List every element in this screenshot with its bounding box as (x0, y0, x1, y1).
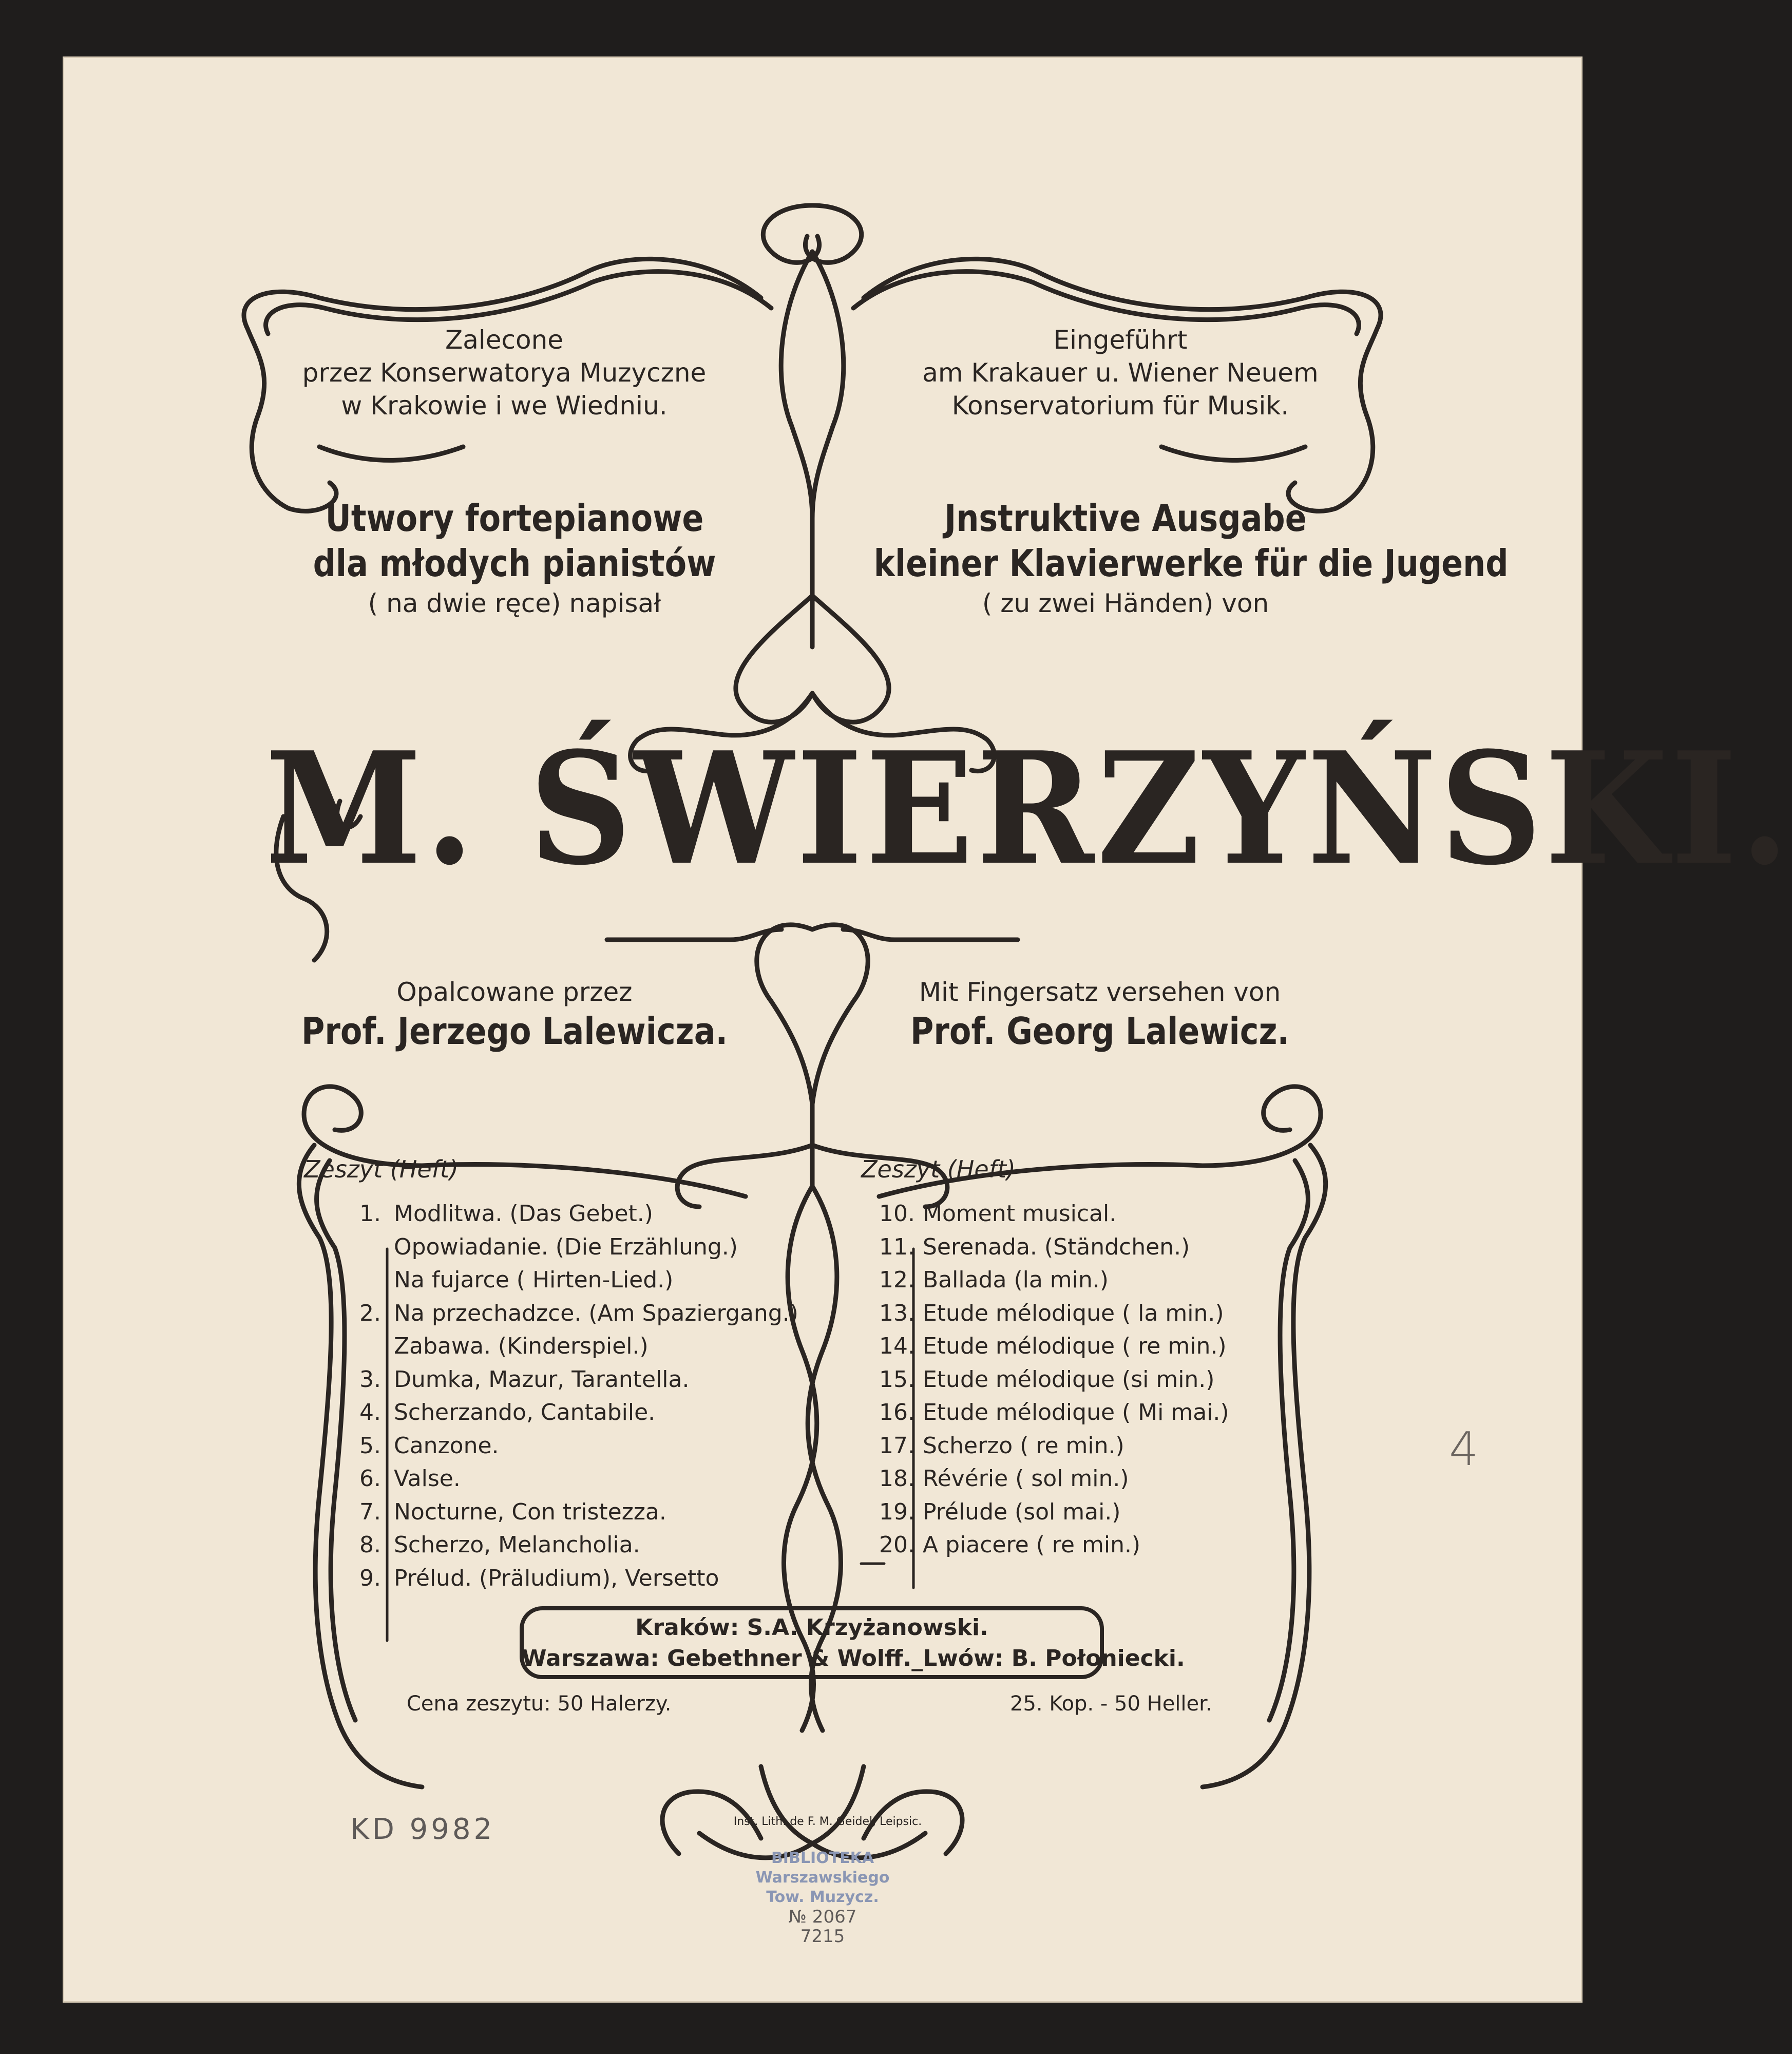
left-header-line1: Zalecone (445, 325, 564, 355)
list-item (353, 1363, 815, 1396)
list-item-number: 6. (359, 1466, 381, 1492)
fingering-german (823, 976, 1377, 1054)
left-header (299, 324, 710, 422)
title-german (833, 496, 1509, 620)
list-item-title: Ballada (la min.) (923, 1267, 1109, 1293)
list-item-title: Zabawa. (Kinderspiel.) (394, 1333, 649, 1359)
list-item-title: Etude mélodique ( Mi mai.) (923, 1399, 1229, 1425)
list-item-number: 1. (359, 1201, 381, 1227)
price-german: 25. Kop. - 50 Heller. (1010, 1692, 1212, 1716)
list-item-number: 8. (359, 1532, 381, 1558)
list-item (353, 1496, 815, 1529)
right-header-line1: Eingeführt (1053, 325, 1188, 355)
printer-imprint: Inst. Lith. de F. M. Geidel, Leipsic. (733, 1815, 922, 1828)
right-contents-list (879, 1197, 1300, 1588)
list-item-title: Serenada. (Ständchen.) (923, 1233, 1190, 1260)
list-item-number: 9. (359, 1565, 381, 1591)
list-item-title: Prélud. (Präludium), Versetto (394, 1565, 719, 1591)
right-header-line3: Konservatorium für Musik. (951, 391, 1289, 421)
list-item (879, 1197, 1300, 1230)
list-item (353, 1297, 815, 1330)
list-item (353, 1562, 815, 1595)
list-item-title: Etude mélodique ( la min.) (923, 1300, 1224, 1326)
title-polish (258, 496, 771, 620)
list-item-title: Scherzo ( re min.) (923, 1432, 1124, 1459)
fingering-german-line1: Mit Fingersatz versehen von (919, 977, 1281, 1007)
list-item (353, 1231, 815, 1264)
left-contents-list (353, 1197, 815, 1649)
fingering-polish (258, 976, 771, 1054)
list-item-title: Etude mélodique ( re min.) (923, 1333, 1227, 1359)
title-polish-line3: ( na dwie ręce) napisał (368, 588, 661, 618)
stamp-line5: 7215 (800, 1926, 845, 1947)
list-item (879, 1297, 1300, 1330)
list-item-title: Révérie ( sol min.) (923, 1466, 1129, 1492)
list-item-number: 7. (359, 1498, 381, 1525)
catalog-mark: KD 9982 (350, 1813, 495, 1846)
list-item (353, 1330, 815, 1363)
price-polish: Cena zeszytu: 50 Halerzy. (407, 1692, 672, 1716)
right-header (915, 324, 1326, 422)
stamp-line1: BIBLIOTEKA (771, 1849, 874, 1867)
score-cover-sheet (63, 56, 1792, 2003)
right-list-header: Zeszyt (Heft) (861, 1155, 1016, 1183)
list-item-title: Dumka, Mazur, Tarantella. (394, 1366, 690, 1393)
list-item-title: Opowiadanie. (Die Erzählung.) (394, 1233, 738, 1260)
list-item (353, 1430, 815, 1462)
list-item-number: 19. (879, 1498, 915, 1525)
fingering-german-line2: Prof. Georg Lalewicz. (910, 1010, 1290, 1053)
list-item (879, 1396, 1300, 1429)
list-item-number: 5. (359, 1432, 381, 1459)
list-item-title: Na fujarce ( Hirten-Lied.) (394, 1267, 674, 1293)
left-header-line3: w Krakowie i we Wiedniu. (341, 391, 668, 421)
list-item-title: Na przechadzce. (Am Spaziergang.) (394, 1300, 798, 1326)
list-item (879, 1231, 1300, 1264)
title-german-line1: Jnstruktive Ausgabe (944, 497, 1307, 540)
list-item (353, 1197, 815, 1230)
list-item (879, 1462, 1300, 1495)
list-item-number: 2. (359, 1300, 381, 1326)
list-item (353, 1529, 815, 1562)
right-header-line2: am Krakauer u. Wiener Neuem (922, 358, 1319, 388)
list-item-number: 11. (879, 1233, 915, 1260)
list-item-title: Modlitwa. (Das Gebet.) (394, 1201, 653, 1227)
list-item (879, 1264, 1300, 1297)
publisher-line2: Warszawa: Gebethner & Wolff._Lwów: B. Połoniecki. (522, 1645, 1185, 1671)
pencil-mark: 4 (1449, 1422, 1479, 1476)
left-list-header: Zeszyt (Heft) (304, 1155, 459, 1183)
list-item-number: 3. (359, 1366, 381, 1393)
fingering-polish-line2: Prof. Jerzego Lalewicza. (301, 1010, 728, 1053)
title-german-line3: ( zu zwei Händen) von (982, 588, 1269, 618)
publisher-line1: Kraków: S.A. Krzyżanowski. (635, 1614, 988, 1641)
list-item (879, 1496, 1300, 1529)
list-item-number: 16. (879, 1399, 915, 1425)
list-item-number: 12. (879, 1267, 915, 1293)
list-item-title: Prélude (sol mai.) (923, 1498, 1121, 1525)
fingering-polish-line1: Opalcowane przez (396, 977, 633, 1007)
list-item-number: 15. (879, 1366, 915, 1393)
title-polish-line2: dla młodych pianistów (313, 542, 716, 585)
title-polish-line1: Utwory fortepianowe (325, 497, 704, 540)
list-item-title: Scherzando, Cantabile. (394, 1399, 656, 1425)
list-item-title: A piacere ( re min.) (923, 1532, 1141, 1558)
list-item (353, 1264, 815, 1297)
stamp-line2: Warszawskiego (755, 1869, 890, 1887)
stamp-line3: Tow. Muzycz. (766, 1888, 879, 1906)
list-item (879, 1430, 1300, 1462)
list-item-number: 4. (359, 1399, 381, 1425)
list-item (353, 1462, 815, 1495)
left-header-line2: przez Konserwatorya Muzyczne (302, 358, 707, 388)
publisher-box (522, 1612, 1185, 1674)
list-item-number: 13. (879, 1300, 915, 1326)
list-item-number: 20. (879, 1532, 915, 1558)
list-item-title: Canzone. (394, 1432, 499, 1459)
list-item-title: Moment musical. (923, 1201, 1117, 1227)
library-stamp (746, 1849, 900, 1946)
list-item (353, 1396, 815, 1429)
list-item-number: 10. (879, 1201, 915, 1227)
list-item (879, 1330, 1300, 1363)
composer-name: M. ŚWIERZYŃSKI. (265, 718, 1792, 899)
list-item (879, 1529, 1300, 1562)
stamp-line4: № 2067 (788, 1907, 857, 1927)
list-item-number: 14. (879, 1333, 915, 1359)
title-german-line2: kleiner Klavierwerke für die Jugend (873, 542, 1509, 585)
list-item-title: Scherzo, Melancholia. (394, 1532, 640, 1558)
list-item (879, 1363, 1300, 1396)
list-item-title: Etude mélodique (si min.) (923, 1366, 1215, 1393)
list-item-title: Valse. (394, 1466, 461, 1492)
list-item-number: 18. (879, 1466, 915, 1492)
list-item-number: 17. (879, 1432, 915, 1459)
list-item-title: Nocturne, Con tristezza. (394, 1498, 666, 1525)
